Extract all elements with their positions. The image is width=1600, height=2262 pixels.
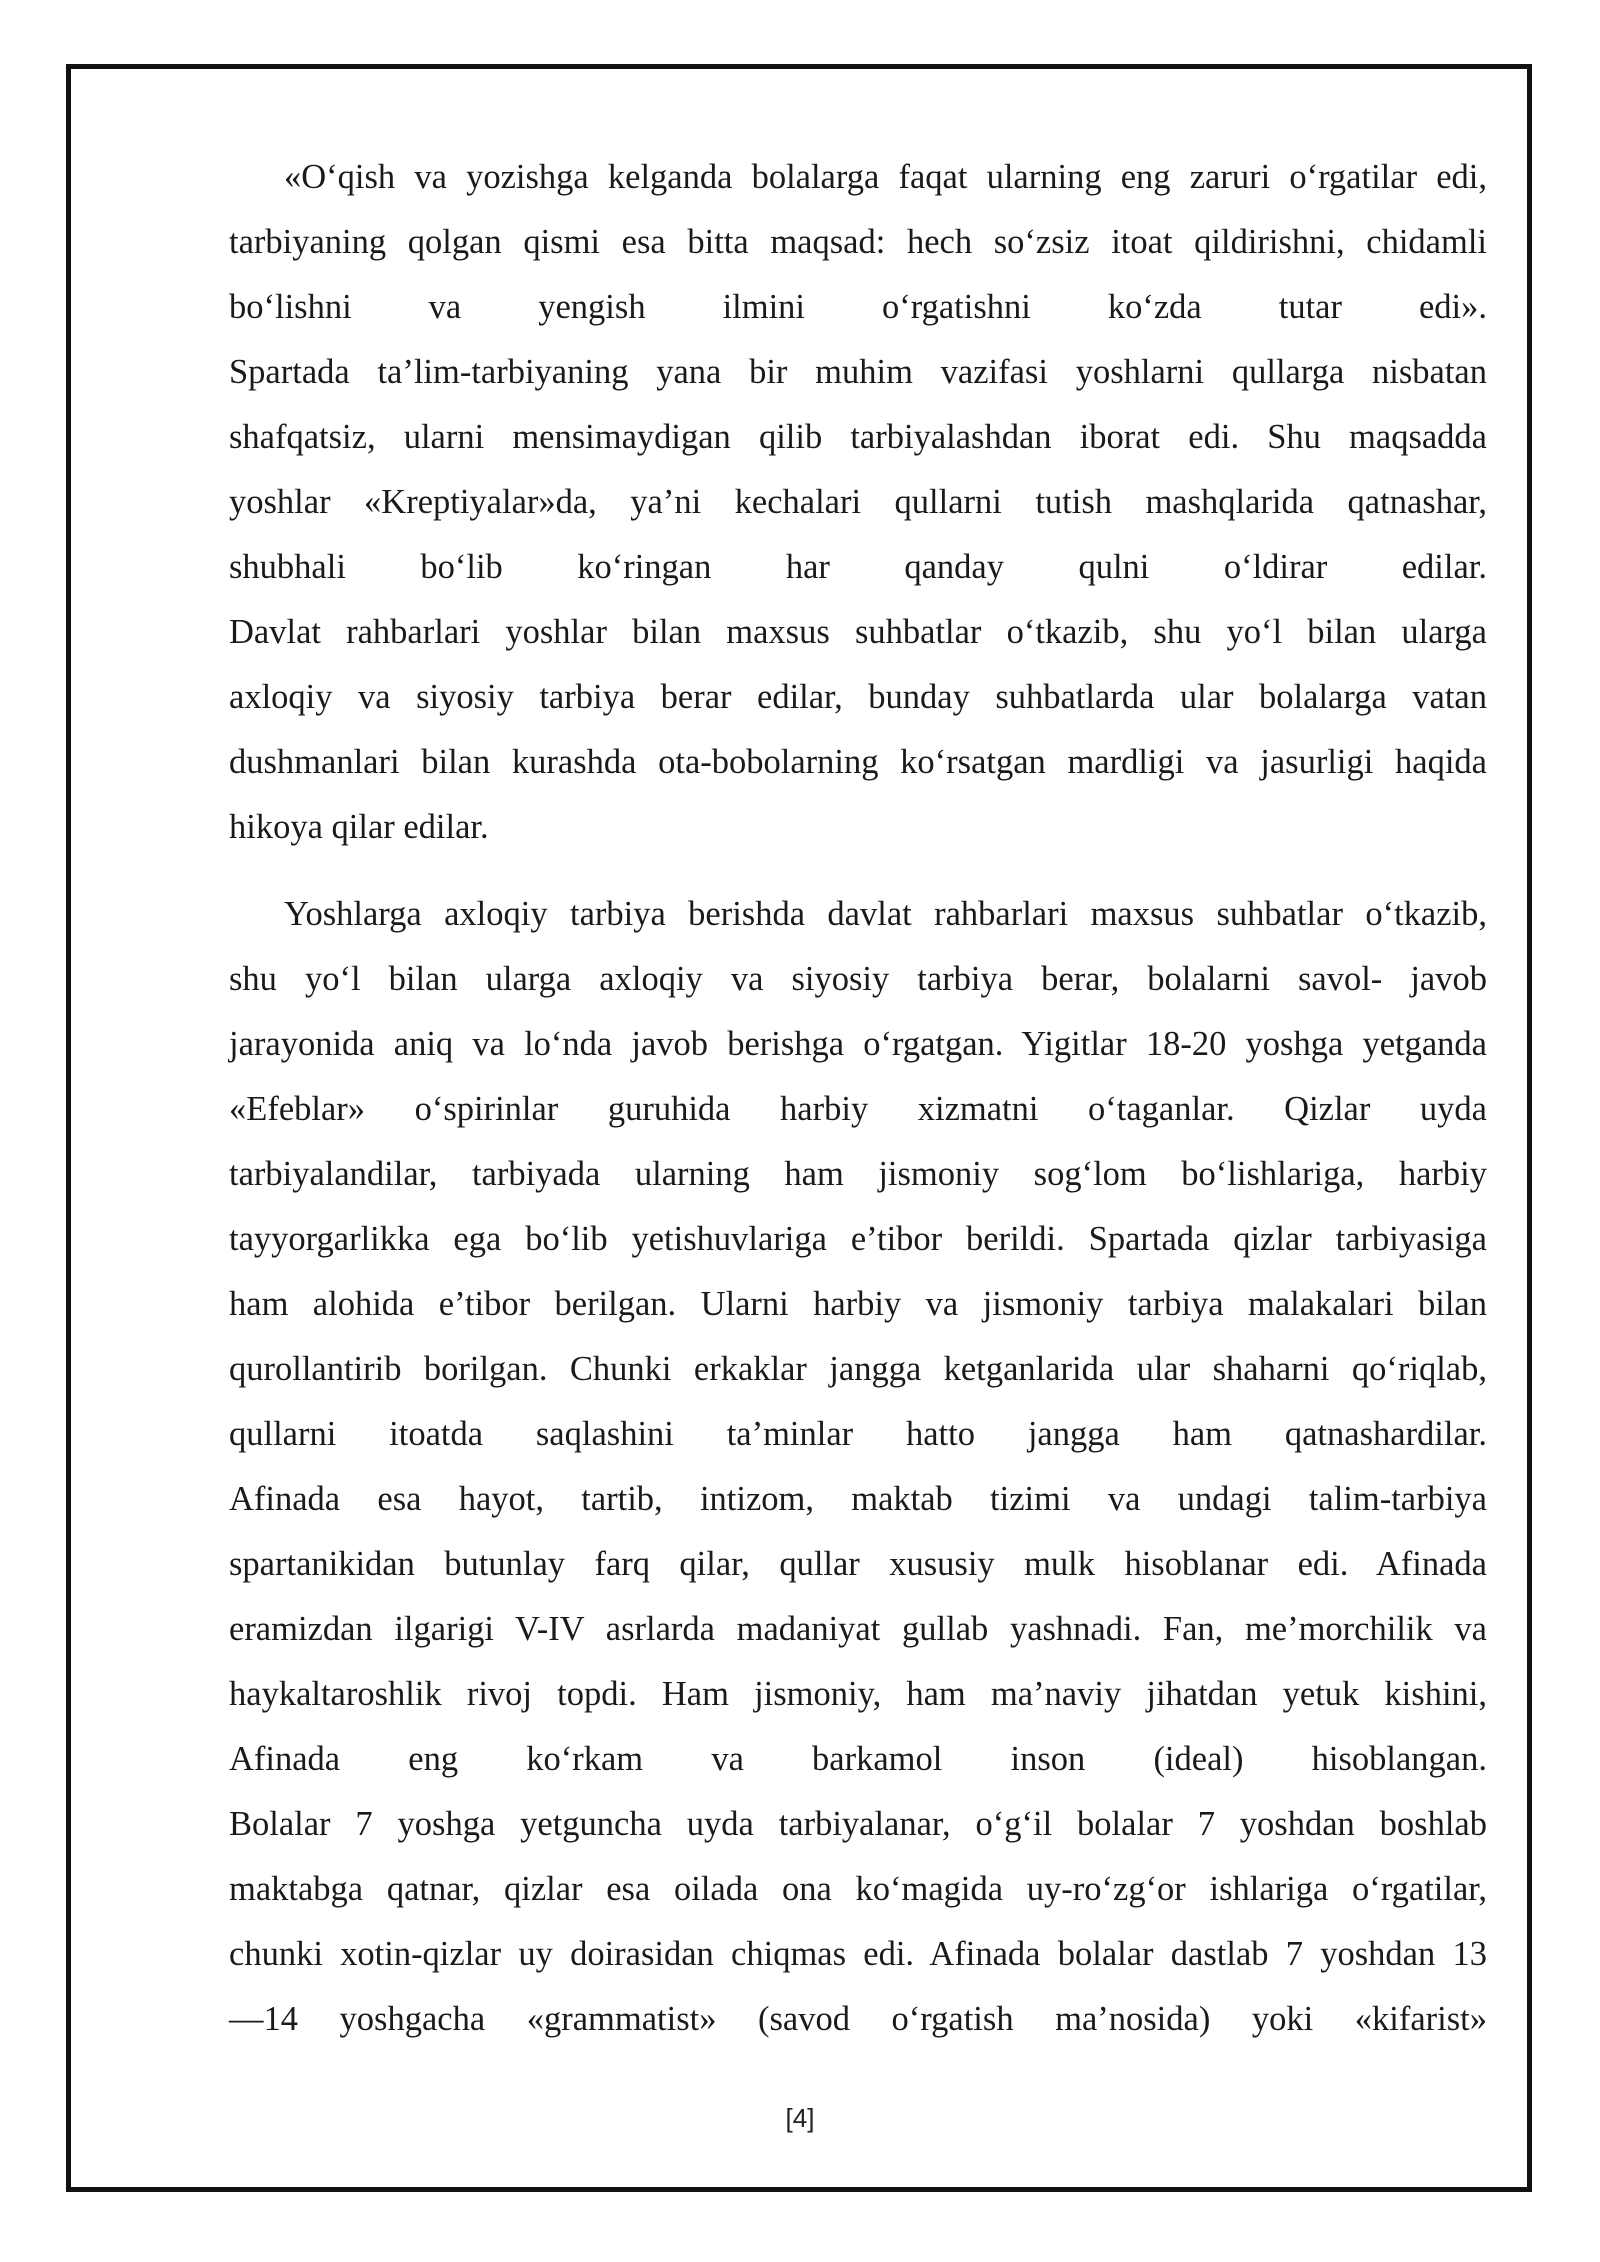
text-line: shafqatsiz, ularni mensimaydigan qilib tarbiyalashdan iborat edi. Shu maqsadda (229, 418, 1487, 456)
text-line: haykaltaroshlik rivoj topdi. Ham jismoniy, ham ma’naviy jihatdan yetuk kishini, (229, 1675, 1487, 1713)
text-line: tarbiyalandilar, tarbiyada ularning ham jismoniy sog‘lom bo‘lishlariga, harbiy (229, 1155, 1487, 1193)
text-line: spartanikidan butunlay farq qilar, qullar xususiy mulk hisoblanar edi. Afinada (229, 1545, 1487, 1583)
text-line: Yoshlarga axloqiy tarbiya berishda davlat rahbarlari maxsus suhbatlar o‘tkazib, (284, 895, 1487, 933)
text-line: tayyorgarlikka ega bo‘lib yetishuvlariga e’tibor berildi. Spartada qizlar tarbiyasiga (229, 1220, 1487, 1258)
text-line: qullarni itoatda saqlashini ta’minlar hatto jangga ham qatnashardilar. (229, 1415, 1487, 1453)
text-line: «Efeblar» o‘spirinlar guruhida harbiy xizmatni o‘taganlar. Qizlar uyda (229, 1090, 1487, 1128)
paragraph-1 (229, 145, 1487, 860)
text-line: maktabga qatnar, qizlar esa oilada ona ko‘magida uy-ro‘zg‘or ishlariga o‘rgatilar, (229, 1870, 1487, 1908)
text-line: —14 yoshgacha «grammatist» (savod o‘rgatish ma’nosida) yoki «kifarist» (229, 2000, 1487, 2038)
text-line: bo‘lishni va yengish ilmini o‘rgatishni ko‘zda tutar edi». (229, 288, 1487, 326)
text-line: yoshlar «Kreptiyalar»da, ya’ni kechalari qullarni tutish mashqlarida qatnashar, (229, 483, 1487, 521)
text-line: Afinada eng ko‘rkam va barkamol inson (ideal) hisoblangan. (229, 1740, 1487, 1778)
text-line: eramizdan ilgarigi V-IV asrlarda madaniyat gullab yashnadi. Fan, me’morchilik va (229, 1610, 1487, 1648)
text-line: Davlat rahbarlari yoshlar bilan maxsus suhbatlar o‘tkazib, shu yo‘l bilan ularga (229, 613, 1487, 651)
text-line: ham alohida e’tibor berilgan. Ularni harbiy va jismoniy tarbiya malakalari bilan (229, 1285, 1487, 1323)
text-line: Bolalar 7 yoshga yetguncha uyda tarbiyalanar, o‘g‘il bolalar 7 yoshdan boshlab (229, 1805, 1487, 1843)
text-line: axloqiy va siyosiy tarbiya berar edilar, bunday suhbatlarda ular bolalarga vatan (229, 678, 1487, 716)
page-number: [4] (785, 2103, 815, 2133)
document-body (229, 145, 1487, 2052)
text-line: dushmanlari bilan kurashda ota-bobolarning ko‘rsatgan mardligi va jasurligi haqida (229, 743, 1487, 781)
text-line: jarayonida aniq va lo‘nda javob berishga o‘rgatgan. Yigitlar 18-20 yoshga yetganda (229, 1025, 1487, 1063)
text-line: Spartada ta’lim-tarbiyaning yana bir muhim vazifasi yoshlarni qullarga nisbatan (229, 353, 1487, 391)
paragraph-spacer (229, 860, 1487, 882)
text-line: shu yo‘l bilan ularga axloqiy va siyosiy tarbiya berar, bolalarni savol- javob (229, 960, 1487, 998)
text-line: shubhali bo‘lib ko‘ringan har qanday qulni o‘ldirar edilar. (229, 548, 1487, 586)
text-line: qurollantirib borilgan. Chunki erkaklar jangga ketganlarida ular shaharni qo‘riqlab, (229, 1350, 1487, 1388)
text-line: «O‘qish va yozishga kelganda bolalarga faqat ularning eng zaruri o‘rgatilar edi, (284, 158, 1487, 196)
text-line: tarbiyaning qolgan qismi esa bitta maqsad: hech so‘zsiz itoat qildirishni, chidamli (229, 223, 1487, 261)
text-line: hikoya qilar edilar. (229, 808, 489, 846)
text-line: Afinada esa hayot, tartib, intizom, maktab tizimi va undagi talim-tarbiya (229, 1480, 1487, 1518)
text-line: chunki xotin-qizlar uy doirasidan chiqmas edi. Afinada bolalar dastlab 7 yoshdan 13 (229, 1935, 1487, 1973)
paragraph-2 (229, 882, 1487, 2052)
